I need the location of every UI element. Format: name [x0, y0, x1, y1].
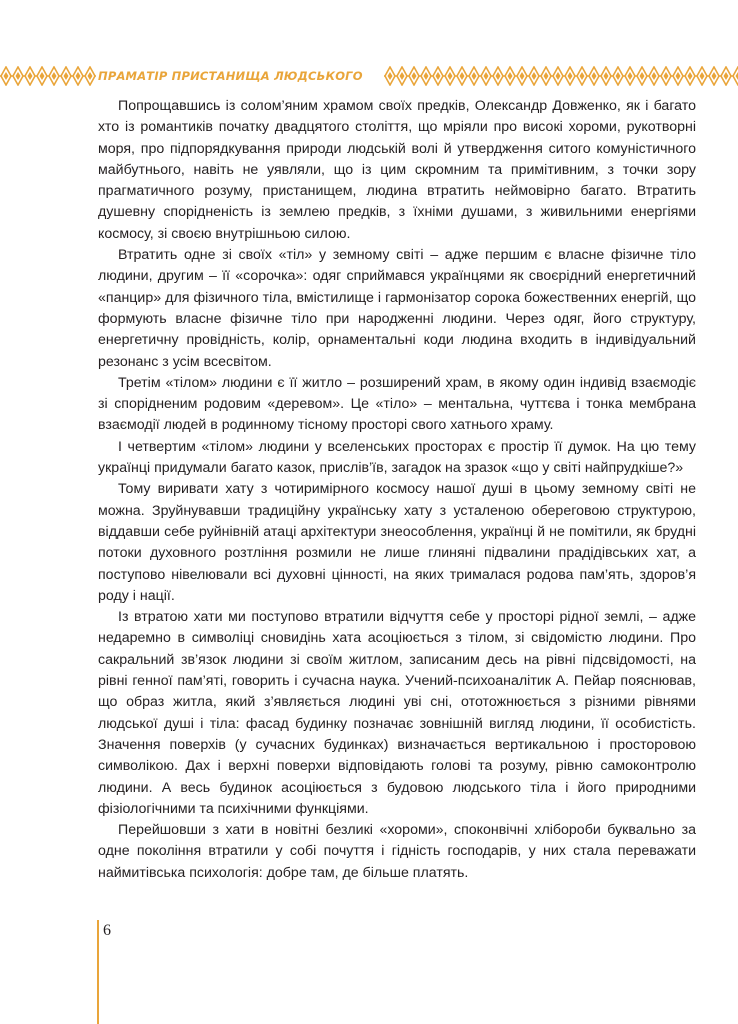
- footer-vertical-rule: [97, 920, 99, 1024]
- paragraph: Тому виривати хату з чотиримірного космосу нашої душі в цьому земному світі не можна. Зруйнувавши традиційну українську хату з усталеною обереговою структурою, віддавши себе руйнівній атаці архітектури знеособлення, українці й не помітили, як брудні потоки духовного розтління розмили не лише глиняні підвалини прадідівських хат, а поступово нівелювали всі духовні цінності, на яких трималася родова пам’ять, здоров’я роду і нації.: [98, 481, 696, 604]
- left-ornament-icon: [0, 66, 96, 86]
- right-ornament-icon: [384, 66, 738, 86]
- paragraph: Третім «тілом» людини є її житло – розширений храм, в якому один індивід взаємодіє зі спорідненим родовим «деревом». Це «тіло» – ментальна, чуттєва і тонка мембрана взаємодії людей в родинному тісному просторі свого хатнього храму.: [98, 374, 696, 434]
- page-number: 6: [103, 922, 111, 939]
- paragraph: Перейшовши з хати в новітні безликі «хороми», споконвічні хлібороби буквально за одне покоління втратили у собі почуття і гідність господарів, у них стала переважати наймитівська психологія: добре там, де більше платять.: [98, 822, 696, 881]
- paragraph: І четвертим «тілом» людини у вселенських просторах є простір її думок. На цю тему українці придумали багато казок, прислів’їв, загадок на зразок «що у світі найпрудкіше?»: [98, 438, 696, 477]
- paragraph: Із втратою хати ми поступово втратили відчуття себе у просторі рідної землі, – адже недаремно в символіці сновидінь хата асоціюється з тілом, зі свідомістю людини. Про сакральний зв’язок людини зі своїм житлом, записаним десь на рівні підсвідомості, на рівні генної пам’яті, говорить і сучасна наука. Учений-психоаналітик А. Пейар пояснював, що образ житла, який з’являється людині уві сні, ототожнюється з різними рівнями людської душі і тіла: фасад будинку позначає зовнішній вигляд людини, її особистість. Значення поверхів (у сучасних будинках) визначається вертикальною і просторовою символікою. Дах і верхні поверхи відповідають голові та розуму, рівню самоконтролю людини. А весь будинок асоціюється з будовою людського тіла і його природними фізіологічними та психічними функціями.: [98, 609, 696, 817]
- running-title: ПРАМАТІР ПРИСТАНИЩА ЛЮДСЬКОГО: [98, 69, 363, 83]
- paragraph: Попрощавшись із солом’яним храмом своїх предків, Олександр Довженко, як і багато хто із романтиків початку двадцятого століття, що мріяли про високі хороми, рукотворні моря, про підпорядкування природи людській волі й утвердження ситого комуністичного майбутнього, навіть не уявляли, що із цим скромним та примітивним, з точки зору прагматичного розуму, пристанищем, людина втратить неймовірно багато. Втратить душевну спорідненість із землею предків, з їхніми душами, з живильними енергіями космосу, зі своєю внутрішньою силою.: [98, 98, 696, 242]
- article-body: [98, 96, 696, 884]
- paragraph: Втратить одне зі своїх «тіл» у земному світі – адже першим є власне фізичне тіло людини, другим – її «сорочка»: одяг сприймався українцями як своєрідний енергетичний «панцир» для фізичного тіла, вмістилище і гармонізатор сорока божественних енергій, що формують власне фізичне тіло при народженні людини. Через одяг, його структуру, енергетичну провідність, колір, орнаментальні коди людина входить в індивідуальний резонанс з усім всесвітом.: [98, 247, 696, 370]
